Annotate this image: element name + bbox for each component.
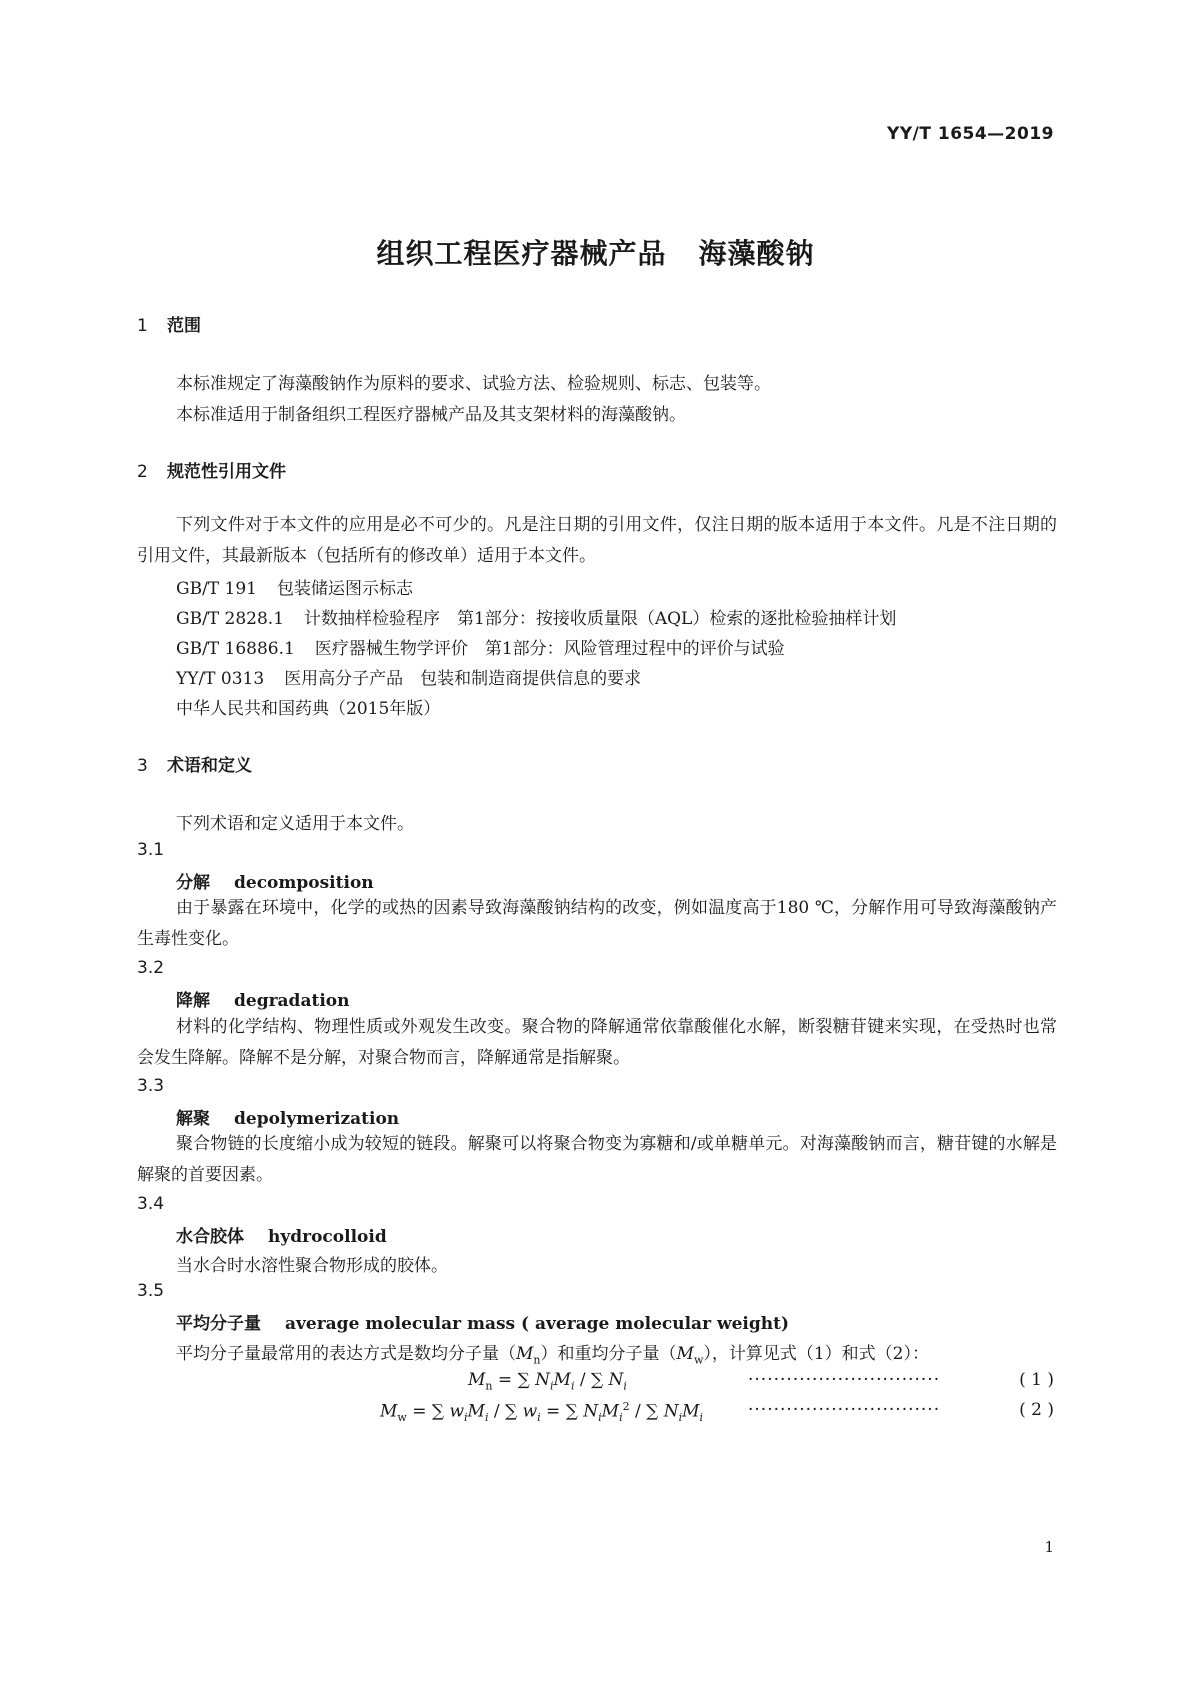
- term-heading: 降解 degradation: [176, 991, 350, 1011]
- section-2-heading: 2 规范性引用文件: [137, 462, 286, 482]
- term-heading: 解聚 depolymerization: [176, 1109, 400, 1129]
- ref-item: GB/T 2828.1 计数抽样检验程序 第1部分：按接收质量限（AQL）检索的逐批检验抽样计划: [176, 609, 897, 629]
- formula-2-leader: ······························: [748, 1400, 941, 1420]
- term-heading: 分解 decomposition: [176, 873, 374, 893]
- ref-item: YY/T 0313 医用高分子产品 包装和制造商提供信息的要求: [176, 669, 642, 689]
- scope-paragraph-1: 本标准规定了海藻酸钠作为原料的要求、试验方法、检验规则、标志、包装等。: [176, 374, 771, 394]
- scope-paragraph-2: 本标准适用于制备组织工程医疗器械产品及其支架材料的海藻酸钠。: [176, 405, 686, 425]
- term-number: 3.5: [137, 1281, 165, 1301]
- section-1-heading: 1 范围: [137, 316, 201, 336]
- term-definition: 平均分子量最常用的表达方式是数均分子量$(M_n)$和重均分子量$(M_w)$，计算见式（1）和式（2）：: [176, 1344, 929, 1367]
- section-3-heading: 3 术语和定义: [137, 756, 252, 776]
- term-definition: 材料的化学结构、物理性质或外观发生改变。聚合物的降解通常依靠酸催化水解，断裂糖苷键来实现，在受热时也常会发生降解。降解不是分解，对聚合物而言，降解通常是指解聚。: [137, 1017, 1057, 1068]
- refs-intro-paragraph: 下列文件对于本文件的应用是必不可少的。凡是注日期的引用文件，仅注日期的版本适用于本文件。凡是不注日期的引用文件，其最新版本（包括所有的修改单）适用于本文件。: [137, 515, 1057, 566]
- term-number: 3.2: [137, 958, 165, 978]
- title-part1: 组织工程医疗器械产品: [376, 237, 667, 270]
- term-number: 3.3: [137, 1076, 165, 1096]
- standard-code: YY/T 1654—2019: [887, 124, 1054, 144]
- ref-item: 中华人民共和国药典（2015年版）: [176, 699, 441, 719]
- term-definition: 由于暴露在环境中，化学的或热的因素导致海藻酸钠结构的改变，例如温度高于180 ℃，分解作用可导致海藻酸钠产生毒性变化。: [137, 898, 1057, 949]
- ref-item: GB/T 191 包装储运图示标志: [176, 579, 413, 599]
- term-heading: 水合胶体 hydrocolloid: [176, 1227, 387, 1247]
- term-number: 3.4: [137, 1194, 165, 1214]
- term-definition: 当水合时水溶性聚合物形成的胶体。: [176, 1256, 448, 1276]
- ref-item: GB/T 16886.1 医疗器械生物学评价 第1部分：风险管理过程中的评价与试验: [176, 639, 785, 659]
- document-title: [0, 232, 1191, 272]
- formula-2: $M_w$ = ∑ $w_iM_i$ / ∑ $w_i$ = ∑ $N_iM_i^2$ / ∑ $N_iM_i$: [380, 1400, 704, 1425]
- formula-1-leader: ······························: [748, 1370, 941, 1390]
- page-number: 1: [1044, 1538, 1054, 1556]
- term-heading: 平均分子量 average molecular mass ( average molecular weight): [176, 1314, 789, 1334]
- terms-intro: 下列术语和定义适用于本文件。: [176, 814, 414, 834]
- formula-1: $M_n$ = ∑ $N_iM_i$ / ∑ $N_i$: [468, 1370, 627, 1393]
- term-number: 3.1: [137, 840, 165, 860]
- title-part2: 海藻酸钠: [698, 237, 815, 270]
- formula-1-label: ( 1 ): [1019, 1370, 1054, 1390]
- term-definition: 聚合物链的长度缩小成为较短的链段。解聚可以将聚合物变为寡糖和/或单糖单元。对海藻酸钠而言，糖苷键的水解是解聚的首要因素。: [137, 1134, 1057, 1185]
- formula-2-label: ( 2 ): [1019, 1400, 1054, 1420]
